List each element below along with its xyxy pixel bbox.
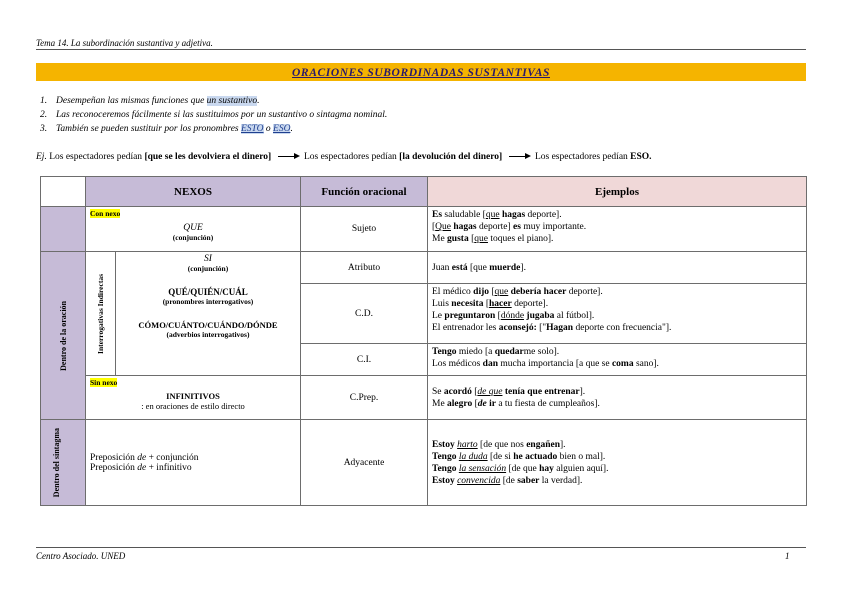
nexo-prep-conjuncion: Preposición de + conjunción (90, 452, 199, 463)
nexo-adverbios: CÓMO/CUÁNTO/CUÁNDO/DÓNDE (138, 320, 278, 330)
point-text: También se pueden sustituir por los pronombres (56, 124, 241, 134)
sentence-2: Los espectadores pedían (303, 152, 400, 162)
header-divider (36, 49, 806, 50)
point-text: Las reconoceremos fácilmente si las sustituimos por un sustantivo o sintagma nominal. (56, 110, 388, 120)
table-row (41, 207, 807, 252)
example-line: El médico dijo [que debería hacer deporte]. (432, 287, 603, 297)
nexo-infinitivos-sub: : en oraciones de estilo directo (141, 401, 245, 411)
example-line: Me gusta [que toques el piano]. (432, 234, 554, 244)
ejemplos-cd (428, 284, 807, 344)
side-label-oracion-cell (41, 252, 86, 420)
sentence-3: Los espectadores pedían (534, 152, 631, 162)
example-line: [Que hagas deporte] es muy importante. (432, 222, 587, 232)
nexo-infinitivos-cell (86, 376, 301, 420)
nexo-que-cell (86, 207, 301, 252)
table-row (41, 420, 807, 506)
ejemplos-cprep (428, 376, 807, 420)
blank-corner-cell (41, 177, 86, 207)
nexos-interrog-cell (116, 252, 301, 376)
con-nexo-tag: Con nexo (90, 209, 121, 218)
example-line: Los médicos dan mucha importancia [a que se coma sano]. (432, 359, 659, 369)
example-line: Tengo la sensación [de que hay alguien aquí]. (432, 463, 609, 474)
sentence-2-noun-phrase: [la devolución del dinero] (399, 152, 503, 162)
nexo-prep-infinitivo: Preposición de + infinitivo (90, 462, 192, 473)
arrow-right-icon (278, 156, 298, 157)
nexo-que: QUE (183, 223, 203, 233)
document-header-title: Tema 14. La subordinación sustantiva y adjetiva. (36, 38, 213, 48)
interrog-label: Interrogativas Indirectas (96, 273, 105, 354)
point-end: . (257, 96, 260, 106)
table-row (41, 376, 807, 420)
funcion-atributo: Atributo (301, 252, 428, 284)
example-line: Tengo miedo [a quedarme solo]. (432, 347, 560, 357)
list-item (36, 122, 387, 136)
example-line: El entrenador les aconsejó: ["Hagan deporte con frecuencia"]. (432, 323, 672, 333)
funcion-adyacente: Adyacente (301, 420, 428, 506)
ejemplos-adyacente (428, 420, 807, 506)
side-label-sintagma: Dentro del sintagma (52, 427, 61, 498)
nexo-adverbios-sub: (adverbios interrogativos) (166, 330, 250, 339)
list-number: 3. (40, 124, 48, 134)
section-title: ORACIONES SUBORDINADAS SUSTANTIVAS (292, 67, 550, 79)
arrow-right-icon (509, 156, 529, 157)
nexo-preposicion-cell (86, 420, 301, 506)
ejemplos-ci (428, 344, 807, 376)
nexo-pronombres-sub: (pronombres interrogativos) (162, 297, 254, 306)
interrog-label-cell (86, 252, 116, 376)
example-line: Tengo la duda [de si he actuado bien o mal]. (432, 451, 606, 462)
page-number: 1 (785, 551, 790, 561)
example-line: Me alegro [de ir a tu fiesta de cumpleaños]. (432, 398, 600, 409)
ejemplos-sujeto (428, 207, 807, 252)
pronoun-eso: ESO (273, 124, 291, 134)
header-ejemplos: Ejemplos (428, 177, 807, 207)
example-line: Juan está [que muerde]. (432, 262, 526, 273)
funcion-ci: C.I. (301, 344, 428, 376)
footer-center-name: Centro Asociado. UNED (36, 551, 126, 561)
point-end: . (290, 124, 293, 134)
list-item (36, 108, 387, 122)
funcion-cprep: C.Prep. (301, 376, 428, 420)
sentence-3-pronoun: ESO. (630, 152, 652, 162)
example-line: Es saludable [que hagas deporte]. (432, 210, 562, 220)
subordinate-clauses-table (40, 176, 807, 506)
key-points-list (36, 94, 387, 136)
example-line: Luis necesita [hacer deporte]. (432, 299, 549, 309)
list-number: 2. (40, 110, 48, 120)
example-line: Estoy convencida [de saber la verdad]. (432, 475, 583, 486)
side-label-sintagma-cell (41, 420, 86, 506)
funcion-sujeto: Sujeto (301, 207, 428, 252)
nexo-infinitivos: INFINITIVOS (166, 391, 220, 401)
side-label-oracion: Dentro de la oración (58, 300, 68, 371)
header-nexos: NEXOS (86, 177, 301, 207)
example-line: Estoy harto [de que nos engañen]. (432, 439, 566, 450)
nexo-que-sub: (conjunción) (172, 233, 214, 242)
sentence-1: Los espectadores pedían (49, 152, 145, 162)
sentence-1-clause: [que se les devolviera el dinero] (144, 152, 272, 162)
section-banner (36, 63, 806, 81)
nexo-si-sub: (conjunción) (187, 264, 229, 273)
point-text: Desempeñan las mismas funciones que (56, 96, 207, 106)
funcion-cd: C.D. (301, 284, 428, 344)
footer-divider (36, 547, 806, 548)
nexo-si: SI (204, 254, 212, 264)
header-funcion: Función oracional (301, 177, 428, 207)
example-label: Ej. (36, 152, 47, 162)
example-sentence-line (36, 152, 652, 162)
list-number: 1. (40, 96, 48, 106)
example-line: Le preguntaron [dónde jugaba al fútbol]. (432, 311, 595, 321)
pronoun-esto: ESTO (241, 124, 264, 134)
highlighted-term: un sustantivo (206, 96, 258, 106)
sin-nexo-tag: Sin nexo (90, 378, 118, 387)
ejemplos-atributo (428, 252, 807, 284)
table-row (41, 252, 807, 284)
point-text: o (263, 124, 274, 134)
list-item (36, 94, 387, 108)
table-header-row (41, 177, 807, 207)
side-cell-top (41, 207, 86, 252)
example-line: Se acordó [de que tenía que entrenar]. (432, 386, 586, 397)
nexo-pronombres: QUÉ/QUIÉN/CUÁL (168, 287, 248, 297)
